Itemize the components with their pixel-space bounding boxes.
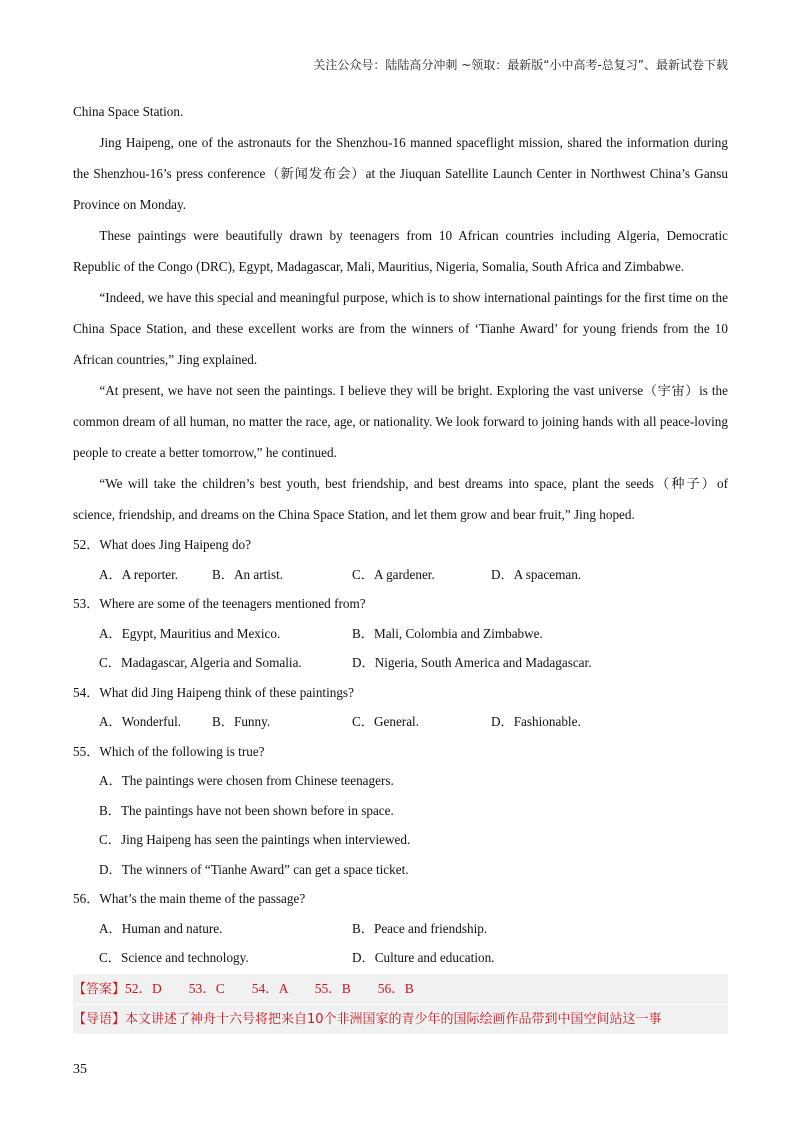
option-row [73,648,728,678]
option-b: B．Funny. [212,714,271,729]
option-row [73,943,728,973]
option-a: A．Human and nature. [99,920,223,936]
option-d: D．Culture and education. [352,950,495,965]
option-c: C．Jing Haipeng has seen the paintings when interviewed. [99,832,411,847]
answer-key [73,974,728,1004]
page-number: 35 [73,1062,87,1077]
page-content [73,96,728,1034]
option-d: D．Nigeria, South America and Madagascar. [352,655,592,670]
option-a: A．Egypt, Mauritius and Mexico. [99,625,281,641]
option-b: B．Mali, Colombia and Zimbabwe. [352,625,543,641]
option-c: C．Madagascar, Algeria and Somalia. [99,655,302,670]
option-c: C．Science and technology. [99,950,249,965]
question-stem: 53．Where are some of the teenagers mentioned from? [73,596,366,611]
option-d: D．Fashionable. [491,714,581,729]
question-stem: 54．What did Jing Haipeng think of these paintings? [73,684,354,700]
option-d: D．The winners of “Tianhe Award” can get a space ticket. [99,861,409,877]
option-b: B．Peace and friendship. [352,920,488,936]
option-c: C．General. [352,714,420,729]
option-row [73,914,728,944]
option-row [73,560,728,590]
page-header: 关注公众号：陆陆高分冲刺 ~领取：最新版“小中高考-总复习”、最新试卷下载 [313,58,728,72]
passage-paragraph: “Indeed, we have this special and meaningful purpose, which is to show international paintings for the first time on the China Space Station, and these excellent works are from the winners of ‘Tianhe Award’ for young friends from the 10 African countries,” Jing explained. [73,290,728,367]
guide-text: 本文讲述了神舟十六号将把来自10个非洲国家的青少年的国际绘画作品带到中国空间站这一事 [125,1011,662,1027]
guide-note [73,1005,728,1034]
option-a: A．The paintings were chosen from Chinese teenagers. [99,773,394,788]
answer-label: 【答案】 [73,981,126,997]
passage-paragraph: Jing Haipeng, one of the astronauts for the Shenzhou-16 manned spaceflight mission, shared the information during the Shenzhou-16’s press conference（新闻发布会）at the Jiuquan Satellite Launch Center in Northwest China’s Gansu Province on Monday. [73,135,728,212]
passage-paragraph: “We will take the children’s best youth, best friendship, and best dreams into space, plant the seeds（种子）of science, friendship, and dreams on the China Space Station, and let them grow and bear fruit,” Jing hoped. [73,476,728,522]
guide-label: 【导语】 [73,1011,126,1027]
question-stem: 55．Which of the following is true? [73,743,265,759]
option-c: C．A gardener. [352,566,435,582]
option-b: B．An artist. [212,566,284,582]
answer-values: 52．D 53．C 54．A 55．B 56．B [125,980,414,996]
question-stem: 56．What’s the main theme of the passage? [73,891,306,906]
option-a: A．A reporter. [99,566,179,582]
question-stem: 52．What does Jing Haipeng do? [73,537,251,552]
option-row [73,707,728,737]
passage-paragraph: China Space Station. [73,104,184,119]
option-a: A．Wonderful. [99,714,182,729]
option-row [73,619,728,649]
option-b: B．The paintings have not been shown before in space. [99,802,394,818]
passage-paragraph: These paintings were beautifully drawn by teenagers from 10 African countries including Algeria, Democratic Republic of the Congo (DRC), Egypt, Madagascar, Mali, Mauritius, Nigeria, Somalia, South Africa and Zimbabwe. [73,228,728,274]
option-d: D．A spaceman. [491,566,582,582]
passage-paragraph: “At present, we have not seen the paintings. I believe they will be bright. Exploring the vast universe（宇宙）is the common dream of all human, no matter the race, age, or nationality. We look forward to joining hands with all peace-loving people to create a better tomorrow,” he continued. [73,383,728,460]
